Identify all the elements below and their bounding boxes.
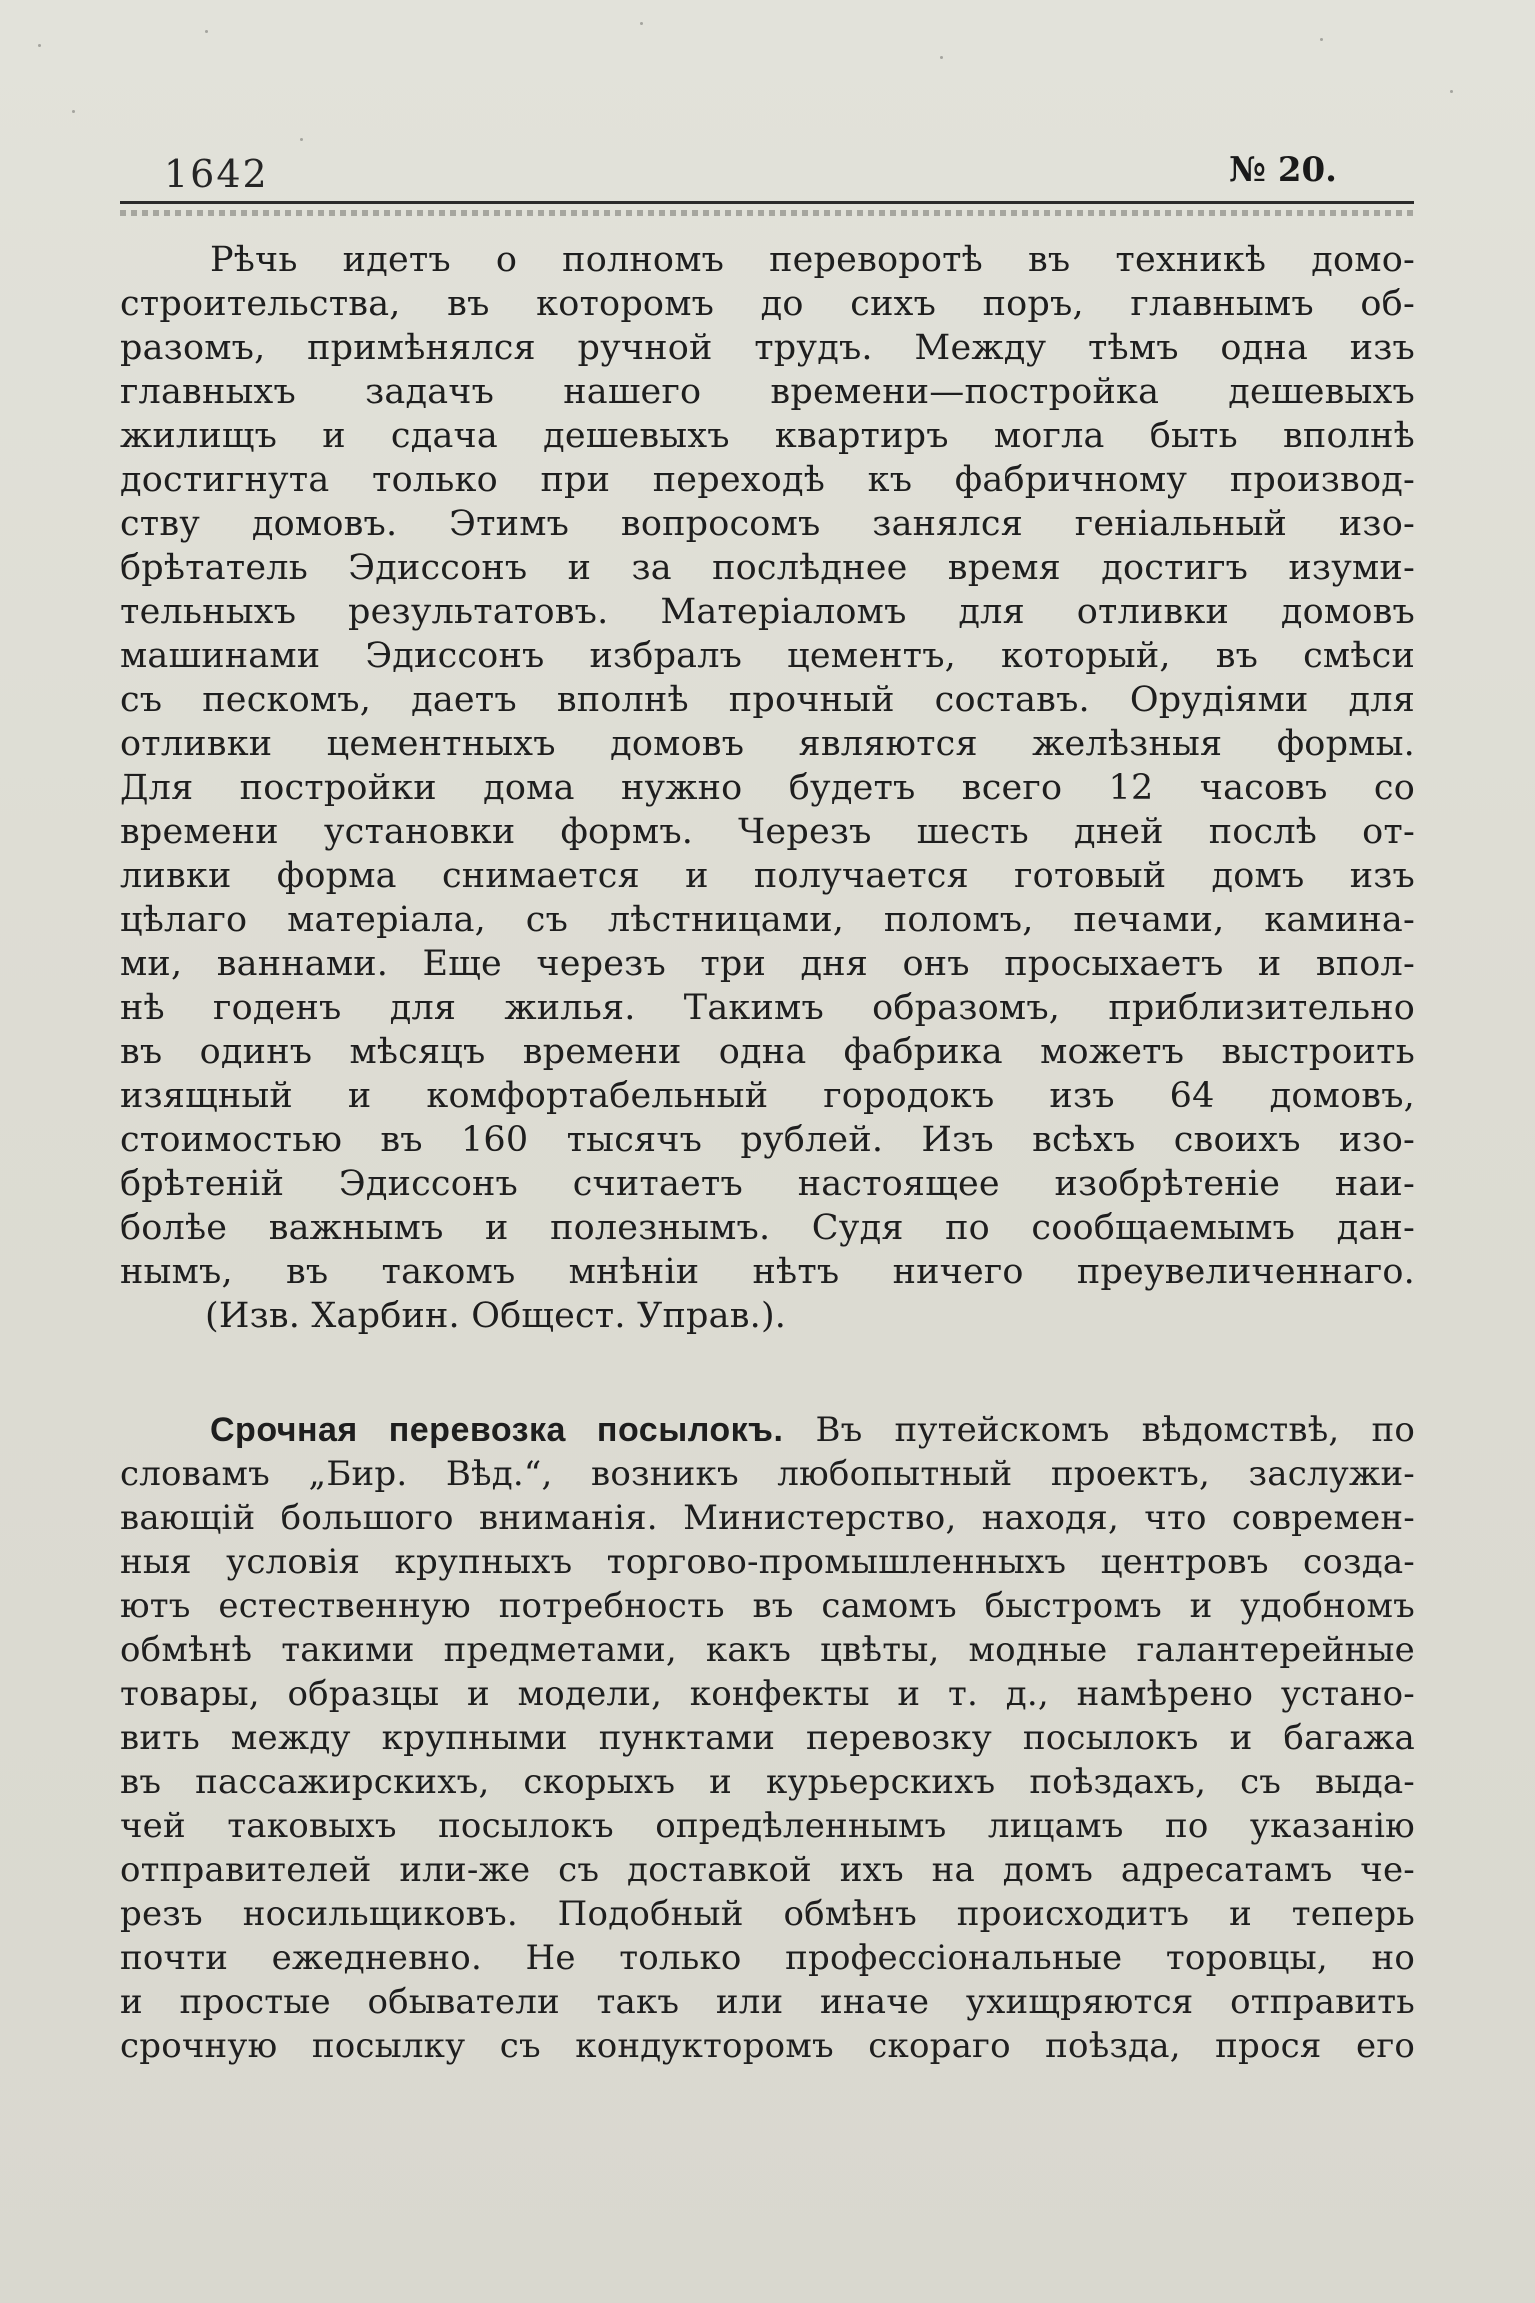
text-line: ми, ваннами. Еще черезъ три дня онъ просыхаетъ и впол- (120, 944, 1415, 984)
text-line: словамъ „Бир. Вѣд.“, возникъ любопытный проектъ, заслужи- (120, 1454, 1415, 1494)
text-line: отправителей или-же съ доставкой ихъ на домъ адресатамъ че- (120, 1850, 1415, 1890)
text-line: ныя условія крупныхъ торгово-промышленныхъ центровъ созда- (120, 1542, 1415, 1582)
paper-speck (72, 110, 75, 113)
text-line: нѣ годенъ для жилья. Такимъ образомъ, приблизительно (120, 988, 1415, 1028)
text-line (210, 1408, 1415, 1452)
text-line: достигнута только при переходѣ къ фабричному производ- (120, 460, 1415, 500)
text-line: брѣтеній Эдиссонъ считаетъ настоящее изобрѣтеніе наи- (120, 1164, 1415, 1204)
text-line: вить между крупными пунктами перевозку посылокъ и багажа (120, 1718, 1415, 1758)
paper-speck (640, 22, 643, 25)
text-line: ютъ естественную потребность въ самомъ быстромъ и удобномъ (120, 1586, 1415, 1626)
text-line: обмѣнѣ такими предметами, какъ цвѣты, модные галантерейные (120, 1630, 1415, 1670)
heading-line-text: Въ путейскомъ вѣдомствѣ, по (815, 1410, 1415, 1450)
paper-speck (205, 30, 208, 33)
text-line: главныхъ задачъ нашего времени—постройка дешевыхъ (120, 372, 1415, 412)
text-line: тельныхъ результатовъ. Матеріаломъ для отливки домовъ (120, 592, 1415, 632)
text-line: Для постройки дома нужно будетъ всего 12 часовъ со (120, 768, 1415, 808)
text-line: Рѣчь идетъ о полномъ переворотѣ въ техникѣ домо- (210, 240, 1415, 280)
text-line: почти ежедневно. Не только профессіональные торовцы, но (120, 1938, 1415, 1978)
text-line: ливки форма снимается и получается готовый домъ изъ (120, 856, 1415, 896)
text-line: стоимостью въ 160 тысячъ рублей. Изъ всѣхъ своихъ изо- (120, 1120, 1415, 1160)
text-line: разомъ, примѣнялся ручной трудъ. Между тѣмъ одна изъ (120, 328, 1415, 368)
text-line: отливки цементныхъ домовъ являются желѣзныя формы. (120, 724, 1415, 764)
text-line: жилищъ и сдача дешевыхъ квартиръ могла быть вполнѣ (120, 416, 1415, 456)
text-line: брѣтатель Эдиссонъ и за послѣднее время достигъ изуми- (120, 548, 1415, 588)
paper-speck (940, 56, 943, 59)
text-line: вающій большого вниманія. Министерство, находя, что современ- (120, 1498, 1415, 1538)
text-line: цѣлаго матеріала, съ лѣстницами, поломъ, печами, камина- (120, 900, 1415, 940)
page-number: 1642 (164, 152, 269, 196)
text-line: ству домовъ. Этимъ вопросомъ занялся геніальный изо- (120, 504, 1415, 544)
page-header (160, 150, 1415, 200)
article-source: (Изв. Харбин. Общест. Управ.). (205, 1296, 787, 1336)
text-line: строительства, въ которомъ до сихъ поръ, главнымъ об- (120, 284, 1415, 324)
article-heading: Срочная перевозка посылокъ. (210, 1411, 784, 1449)
paper-speck (38, 44, 41, 47)
text-line: товары, образцы и модели, конфекты и т. д., намѣрено устано- (120, 1674, 1415, 1714)
paper-speck (1320, 38, 1323, 41)
article-edison-houses (120, 238, 1415, 1338)
header-ornament-rule (120, 210, 1414, 216)
issue-number: № 20. (1229, 150, 1337, 190)
paper-speck (300, 138, 303, 141)
text-line: болѣе важнымъ и полезнымъ. Судя по сообщаемымъ дан- (120, 1208, 1415, 1248)
text-line: въ одинъ мѣсяцъ времени одна фабрика можетъ выстроить (120, 1032, 1415, 1072)
text-line: чей таковыхъ посылокъ опредѣленнымъ лицамъ по указанію (120, 1806, 1415, 1846)
text-line: времени установки формъ. Черезъ шесть дней послѣ от- (120, 812, 1415, 852)
header-rule (120, 201, 1414, 204)
text-line: и простые обыватели такъ или иначе ухищряются отправить (120, 1982, 1415, 2022)
text-line: срочную посылку съ кондукторомъ скораго поѣзда, прося его (120, 2026, 1415, 2066)
paper-speck (1450, 90, 1453, 93)
text-line: изящный и комфортабельный городокъ изъ 64 домовъ, (120, 1076, 1415, 1116)
text-line: въ пассажирскихъ, скорыхъ и курьерскихъ поѣздахъ, съ выда- (120, 1762, 1415, 1802)
text-line: резъ носильщиковъ. Подобный обмѣнъ происходитъ и теперь (120, 1894, 1415, 1934)
article-parcel-transport (120, 1408, 1415, 2068)
text-line: машинами Эдиссонъ избралъ цементъ, который, въ смѣси (120, 636, 1415, 676)
text-line: нымъ, въ такомъ мнѣніи нѣтъ ничего преувеличеннаго. (120, 1252, 1415, 1292)
text-line: съ пескомъ, даетъ вполнѣ прочный составъ. Орудіями для (120, 680, 1415, 720)
